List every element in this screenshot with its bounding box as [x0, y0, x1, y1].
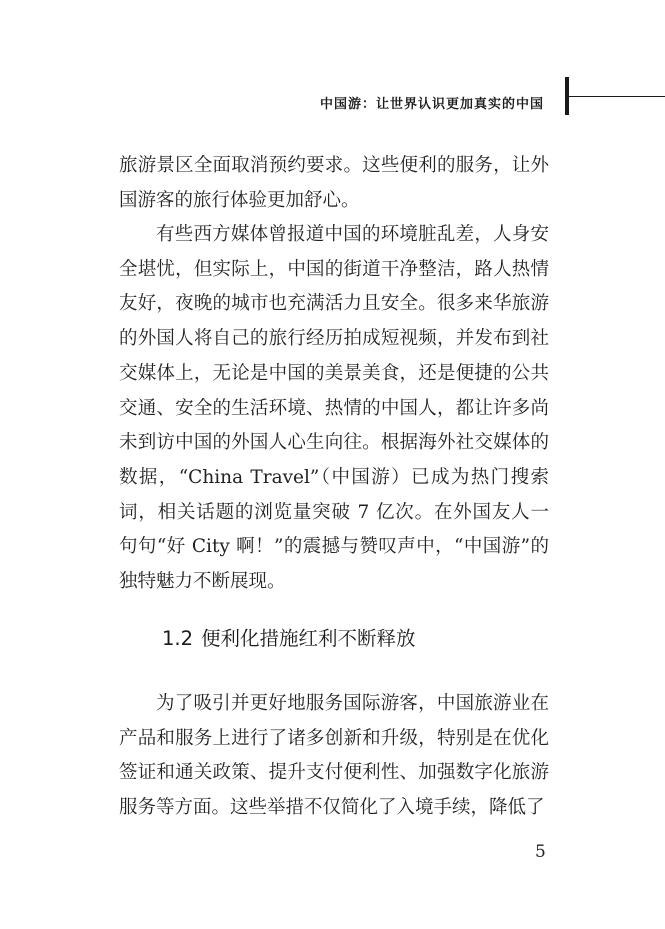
body-paragraph-1: 旅游景区全面取消预约要求。这些便利的服务，让外国游客的旅行体验更加舒心。: [119, 155, 549, 211]
header-rule-line: [569, 96, 665, 97]
page-number: 5: [535, 842, 546, 862]
section-heading: [162, 624, 416, 654]
section-number: 1.2: [162, 627, 194, 650]
running-header-title: 中国游：让世界认识更加真实的中国: [319, 97, 544, 112]
section-title: 便利化措施红利不断释放: [201, 627, 416, 650]
body-paragraph-2: 有些西方媒体曾报道中国的环境脏乱差，人身安全堪忧，但实际上，中国的街道干净整洁，路人热情友好，夜晚的城市也充满活力且安全。很多来华旅游的外国人将自己的旅行经历拍成短视频，并发布到社交媒体上，无论是中国的美景美食，还是便捷的公共交通、安全的生活环境、热情的中国人，都让许多尚未到访中国的外国人心生向往。根据海外社交媒体的数据，“China Travel”（中国游）已成为热门搜索词，相关话题的浏览量突破 7 亿次。在外国友人一句句“好 City 啊！”的震撼与赞叹声中，“中国游”的独特魅力不断展现。: [119, 224, 549, 593]
body-paragraph-3: 为了吸引并更好地服务国际游客，中国旅游业在产品和服务上进行了诸多创新和升级，特别是在优化签证和通关政策、提升支付便利性、加强数字化旅游服务等方面。这些举措不仅简化了入境手续，降低了: [119, 693, 549, 819]
